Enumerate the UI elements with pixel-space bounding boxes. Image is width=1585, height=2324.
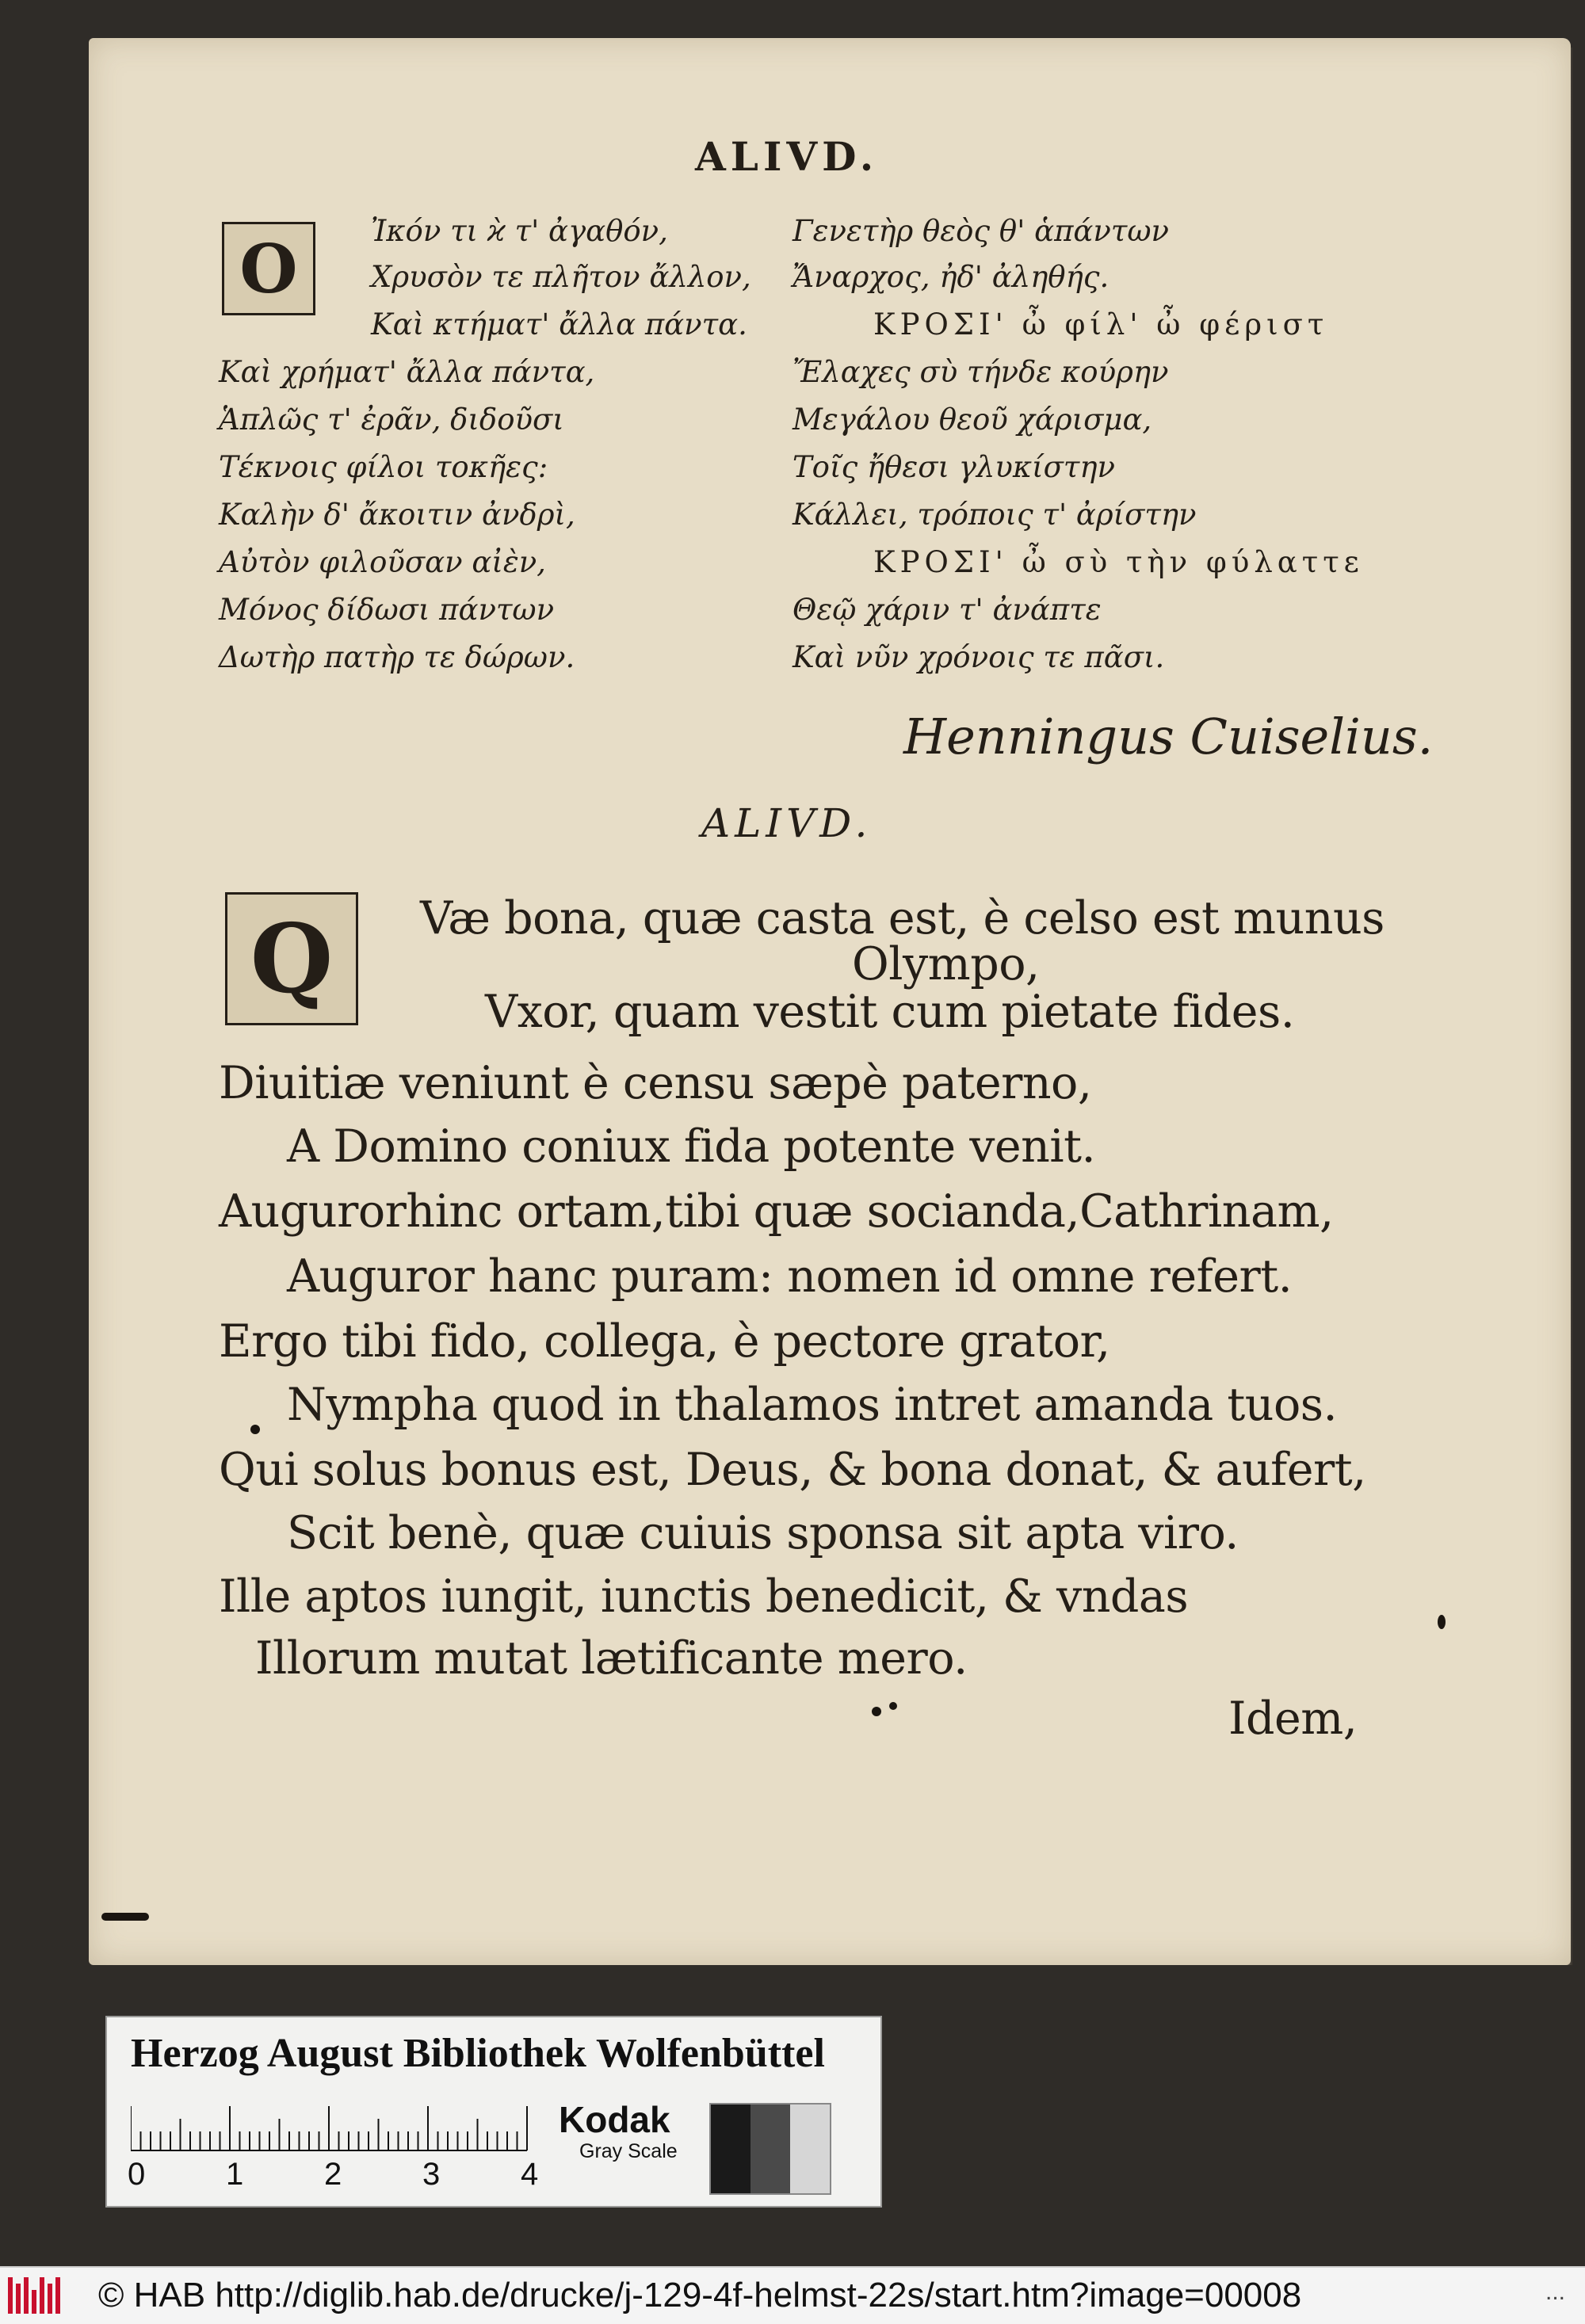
- scale-ruler: [131, 2105, 622, 2152]
- latin-line: Augurorhinc ortam,tibi quæ socianda,Cathrinam,: [219, 1185, 1334, 1238]
- scale-number: 1: [226, 2157, 244, 2192]
- latin-line: Diuitiæ veniunt è censu sæpè paterno,: [219, 1057, 1092, 1109]
- greek-right-line: Ἔλαχες σὺ τήνδε κούρην: [792, 355, 1169, 389]
- greek-left-line: Δωτὴρ πατὴρ τε δώρων.: [219, 640, 575, 674]
- greek-right-line: Μεγάλου θεοῦ χάρισμα,: [792, 403, 1152, 437]
- greek-right-line: Ἄναρχος, ἠδ' ἀληθής.: [792, 260, 1110, 294]
- author-signature: Henningus Cuiselius.: [903, 708, 1434, 765]
- latin-line: Auguror hanc puram: nomen id omne refert.: [287, 1250, 1293, 1303]
- greek-right-line: Καὶ νῦν χρόνοις τε πᾶσι.: [792, 640, 1165, 674]
- heading-aliud-2: ALIVD.: [701, 800, 873, 846]
- gray-scale-label: Gray Scale: [579, 2140, 678, 2162]
- ink-speck: [1438, 1615, 1446, 1629]
- card-title: Herzog August Bibliothek Wolfenbüttel: [131, 2031, 825, 2076]
- ink-speck: [250, 1425, 260, 1434]
- greek-left-line: Ἁπλῶς τ' ἐρᾶν, διδοῦσι: [219, 403, 564, 437]
- greek-left-line: Τέκνοις φίλοι τοκῆες:: [219, 450, 548, 484]
- ink-speck: [889, 1702, 897, 1710]
- latin-line: A Domino coniux fida potente venit.: [287, 1120, 1096, 1173]
- greek-left-line: Αὐτὸν φιλοῦσαν αἰὲν,: [219, 545, 546, 579]
- scale-number: 2: [324, 2157, 342, 2192]
- decorated-initial-q: Q: [225, 892, 358, 1025]
- gray-patch: [711, 2105, 750, 2193]
- greek-right-line: Γενετὴρ θεὸς θ' ἁπάντων: [792, 214, 1170, 248]
- scale-number: 4: [521, 2157, 539, 2192]
- scale-number: 3: [422, 2157, 441, 2192]
- latin-line: Qui solus bonus est, Deus, & bona donat, & aufert,: [219, 1444, 1366, 1496]
- kodak-logo-text: Kodak: [559, 2099, 670, 2140]
- latin-line: Vxor, quam vestit cum pietate fides.: [485, 986, 1295, 1038]
- more-icon[interactable]: ...: [1545, 2279, 1566, 2305]
- greek-right-line: Κάλλει, τρόποις τ' ἀρίστην: [792, 498, 1197, 532]
- greek-left-line: Καὶ χρήματ' ἄλλα πάντα,: [219, 355, 595, 389]
- latin-line: Ille aptos iungit, iunctis benedicit, & vndas: [219, 1570, 1189, 1623]
- latin-line: Scit benè, quæ cuiuis sponsa sit apta viro.: [287, 1507, 1239, 1559]
- latin-line: Ergo tibi fido, collega, è pectore grator,: [219, 1315, 1110, 1368]
- gray-patch: [790, 2105, 830, 2193]
- greek-left-line: Χρυσὸν τε πλῆτον ἄλλον,: [371, 260, 751, 294]
- latin-line: Nympha quod in thalamos intret amanda tuos.: [287, 1379, 1338, 1431]
- latin-line: Væ bona, quæ casta est, è celso est munus: [420, 892, 1384, 944]
- greek-right-line: Θεῷ χάριν τ' ἀνάπτε: [792, 593, 1102, 627]
- greek-right-line: Τοῖς ἤθεσι γλυκίστην: [792, 450, 1115, 484]
- ink-speck: [872, 1707, 881, 1716]
- book-page: [89, 38, 1571, 1965]
- latin-line: Illorum mutat lætificante mero.: [255, 1632, 968, 1685]
- catchword: Idem,: [1228, 1692, 1358, 1745]
- ink-speck: [101, 1913, 149, 1921]
- footer-bar: [0, 2266, 1585, 2324]
- greek-left-line: Μόνος δίδωσι πάντων: [219, 593, 555, 627]
- color-calibration-card: [105, 2016, 882, 2208]
- copyright-url-link[interactable]: © HAB http://diglib.hab.de/drucke/j-129-4f-helmst-22s/start.htm?image=00008: [98, 2276, 1302, 2314]
- greek-left-line: Καὶ κτήματ' ἄλλα πάντα.: [371, 307, 747, 342]
- scale-number: 0: [128, 2157, 146, 2192]
- heading-aliud-1: ALIVD.: [695, 133, 879, 180]
- greek-left-line: Ἰκόν τι ϰ̀ τ' ἀγαθόν,: [371, 214, 668, 248]
- gray-patch: [750, 2105, 790, 2193]
- greek-right-line: ΚΡΟΣΙ' ὦ φίλ' ὦ φέριστ: [873, 307, 1329, 342]
- gray-patches: [709, 2103, 831, 2195]
- greek-right-line: ΚΡΟΣΙ' ὦ σὺ τὴν φύλαττε: [873, 545, 1364, 579]
- greek-left-line: Καλὴν δ' ἄκοιτιν ἀνδρὶ,: [219, 498, 575, 532]
- decorated-initial-omega: Ο: [222, 222, 315, 315]
- hab-logo-icon[interactable]: [8, 2277, 65, 2314]
- latin-line: Olympo,: [852, 938, 1040, 990]
